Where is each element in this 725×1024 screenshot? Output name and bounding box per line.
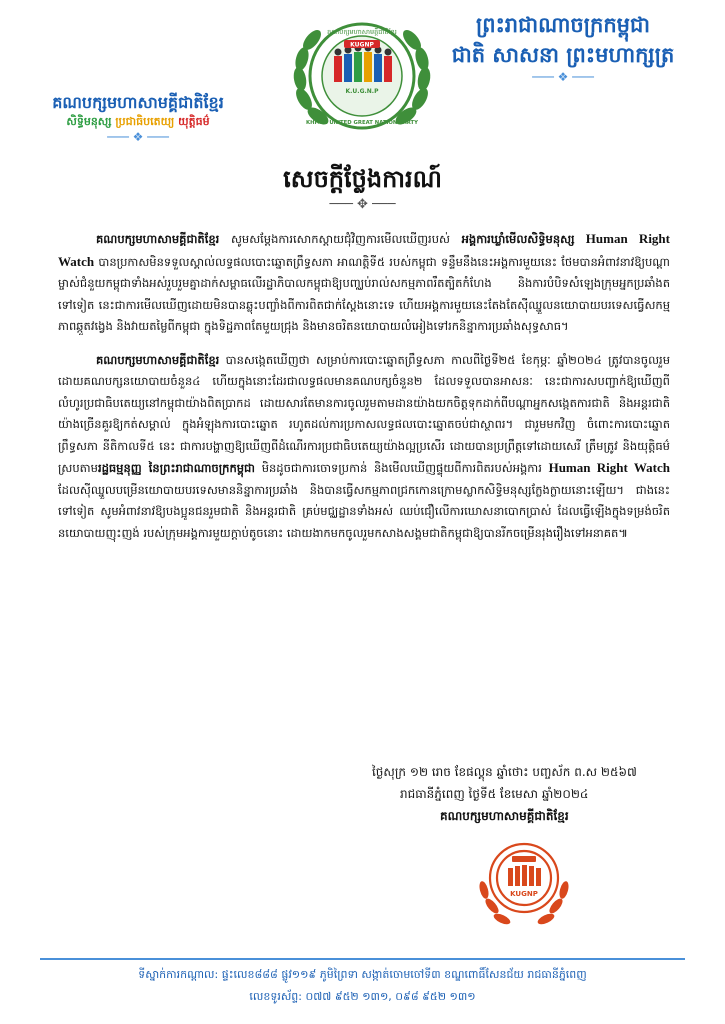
seal-badge: KUGNP xyxy=(510,890,538,898)
signer-name: គណបក្សមហាសាមគ្គីជាតិខ្មែរ xyxy=(440,809,569,823)
text-span: បានប្រកាសមិនទទួលស្គាល់លទ្ធផលបោះឆ្នោតព្រឹទ្ធសភា អាណត្តិទី៥ របស់កម្ពុជា ទន្ទឹមនឹងនេះអង្គការមួយនេះ ថែមបានអំពាវនាវឱ្យបណ្ដាម្ចាស់ជំនួយកម្ពុជាទាំងអស់រួបរួមគ្នាដាក់សម្ពាធលើរដ្ឋាភិបាលកម្ពុជាឱ្យបញ្ឈប់រាល់សកម្មភាពរឹតត្បិតកំហែង និងការបំបិទសំឡេងក្រុមអ្នកប្រឆាំងតទៅទៀត នេះជាការមើលឃើញដោយមិនបានឆ្លុះបញ្ចាំងពីការពិតជាក់ស្ដែងនោះទេ ហើយអង្គការមួយនេះតែងតែស៊ីឈ្នួលនយោបាយបរទេសធ្វើសកម្មភាពឆ្កួតវង្វេង និងវាយតម្លៃពីកម្ពុជា ក្នុងទិដ្ឋភាពតែមួយជ្រុង និងមានចរិតនយោបាយលំអៀងទៅរកនិន្នាការប្រឆាំងសុទ្ធសាធ។ xyxy=(58,254,670,333)
tagline-democracy: ប្រជាធិបតេយ្យ xyxy=(115,115,175,128)
logo-top-text: គណបក្សមហាសាមគ្គីជាតិខ្មែរ xyxy=(327,28,397,36)
page-title: សេចក្តីថ្លែងការណ៍ xyxy=(283,165,442,193)
party-logo-icon xyxy=(282,4,442,154)
party-name-inline: គណបក្សមហាសាមគ្គីជាតិខ្មែរ xyxy=(96,352,220,367)
party-header xyxy=(18,92,258,144)
party-name: គណបក្សមហាសាមគ្គីជាតិខ្មែរ xyxy=(52,93,224,112)
party-tagline xyxy=(18,114,258,130)
logo-mid: K.U.G.N.P xyxy=(345,88,379,95)
text-span: ដែលស៊ីឈ្នួលបម្រើនយោបាយបរទេសមាននិន្នាការប្រឆាំង និងបានធ្វើសកម្មភាពជ្រកកោនក្រោមស្លាកសិទ្ធិមនុស្សក្លែងក្លាយនោះឡើយ។ ជាងនេះទៅទៀត សូមអំពាវនាវឱ្យបងប្អូនជនរួមជាតិ និងអន្តរជាតិ គ្រប់មជ្ឈដ្ឋានទាំងអស់ ឈប់ជឿលើការឃោសនាបោកប្រាស់ ដែលធ្វើឡើងក្នុងទម្រង់ចរិតនយោបាយញុះញង់ របស់ក្រុមអង្គការមួយក្ដាប់តូចនោះ ដោយងាកមកចូលរួមកសាងសង្គមជាតិកម្ពុជាឱ្យបានរីកចម្រើនរុងរឿងទៅអនាគត៕ xyxy=(58,482,670,540)
footer-address: ទីស្នាក់ការកណ្ដាល: ផ្ទះលេខ៨៨៨ ផ្លូវ១១៩ ភូមិព្រៃទា សង្កាត់ចោមចៅទី៣ ខណ្ឌពោធិ៍សែនជ័យ រាជធានីភ្នំពេញ xyxy=(138,968,587,981)
text-span: មិនដូចជាការចោទប្រកាន់ និងមើលឃើញផ្ទុយពីការពិតរបស់អង្គការ xyxy=(255,461,549,475)
paragraph-1 xyxy=(58,228,670,338)
motto-line-1: ព្រះរាជាណាចក្រកម្ពុជា xyxy=(475,13,650,37)
text-span: សូមសម្ដែងការសោកស្ដាយជុំវិញការមើលឃើញរបស់ xyxy=(219,232,462,246)
statement-body xyxy=(58,228,670,556)
lunar-date: ថ្ងៃសុក្រ ១២ រោច ខែផល្គុន ឆ្នាំថោះ បញ្ចស័ក ព.ស ២៥៦៧ xyxy=(372,765,637,779)
tagline-justice: យុត្តិធម៌ xyxy=(178,115,210,128)
org-name-inline: អង្គការឃ្លាំមើលសិទ្ធិមនុស្ស xyxy=(461,232,575,246)
ornament-icon: ─── ❖ ─── xyxy=(532,70,594,84)
ornament-icon: ─── ❖ ─── xyxy=(107,130,169,144)
party-name-inline: គណបក្សមហាសាមគ្គីជាតិខ្មែរ xyxy=(96,232,220,246)
footer xyxy=(0,964,725,1008)
org-english-name: Human Right Watch xyxy=(58,231,670,269)
red-stamp-seal-icon xyxy=(468,826,580,938)
tagline-human-rights: សិទ្ធិមនុស្ស xyxy=(66,115,112,128)
constitution-ref: រដ្ឋធម្មនុញ្ញ នៃព្រះរាជាណាចក្រកម្ពុជា xyxy=(97,461,256,475)
solar-date: រាជធានីភ្នំពេញ ថ្ងៃទី៥ ខែមេសា ឆ្នាំ២០២៤ xyxy=(400,787,589,801)
motto-line-2: ជាតិ សាសនា ព្រះមហាក្សត្រ xyxy=(451,43,675,67)
logo-badge: KUGNP xyxy=(350,41,374,49)
paragraph-2 xyxy=(58,350,670,545)
kingdom-motto xyxy=(423,10,703,84)
footer-phone: លេខទូរស័ព្ទ: ០៧៧ ៩៥២ ១៣១, ០៩៨ ៩៥២ ១៣១ xyxy=(249,990,476,1003)
text-span: បានសង្កេតឃើញថា សម្រាប់ការបោះឆ្នោតព្រឹទ្ធសភា កាលពីថ្ងៃទី២៥ ខែកុម្ភៈ ឆ្នាំ២០២៤ ត្រូវបានចូលរួមដោយគណបក្សនយោបាយចំនួន៤ ហើយក្នុងនោះដែរជាលទ្ធផលមានគណបក្សចំនួន២ ដែលទទួលបានអាសនៈ នេះជាការសបញ្ជាក់ឱ្យឃើញពីលំហូរប្រជាធិបតេយ្យនៅកម្ពុជាយ៉ាងពិតប្រាកដ ដោយសារតែមានការចូលរួមតាមដានយ៉ាងយកចិត្តទុកដាក់ពីបណ្ដាអ្នកសង្កេតការជាតិ និងអន្តរជាតិ យ៉ាងច្រើនគួរឱ្យកត់សម្គាល់ ក្នុងអំឡុងការបោះឆ្នោត រហូតដល់ការប្រកាសលទ្ធផលបោះឆ្នោតចប់ជាស្ថាពរ។ ជារួមមកវិញ ចំពោះការបោះឆ្នោតព្រឹទ្ធសភា នីតិកាលទី៥ នេះ ជាការបង្ហាញឱ្យឃើញពីដំណើរការប្រជាធិបតេយ្យយ៉ាងល្អប្រសើរ ដោយបានប្រព្រឹត្តទៅដោយសេរី ត្រឹមត្រូវ និងយុត្តិធម៌ ស្របតាម xyxy=(58,352,670,475)
ornament-icon: ─── ✥ ─── xyxy=(329,197,396,212)
logo-bottom-text: KHMER UNITED GREAT NATION PARTY xyxy=(306,120,418,126)
org-english-name: Human Right Watch xyxy=(548,460,670,475)
footer-divider xyxy=(40,958,685,960)
